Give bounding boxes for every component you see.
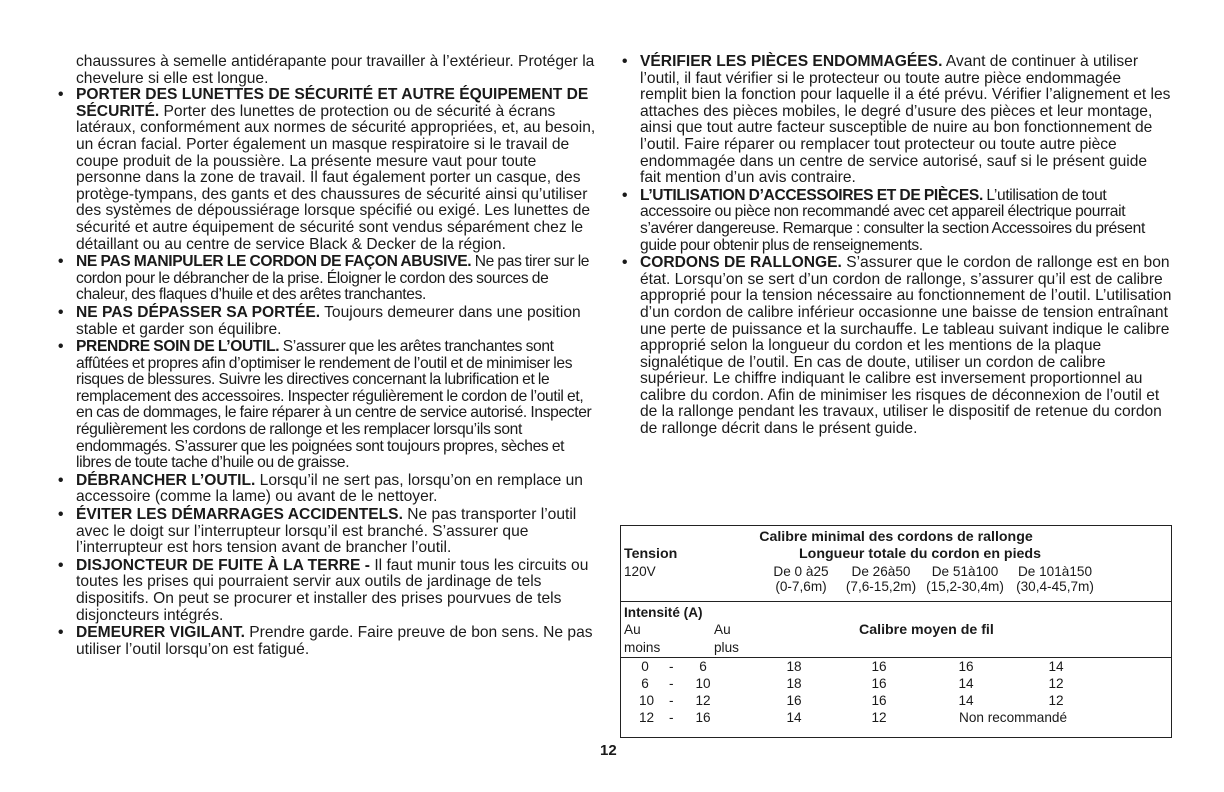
table-title: Calibre minimal des cordons de rallonge [759,529,1033,545]
safety-item-accessories [620,188,1172,254]
left-column [56,54,602,659]
bullet: • [58,86,64,104]
gauge-cell: 14 [958,676,974,691]
page-number: 12 [600,742,617,759]
item-body: Ne pas tirer sur le cordon pour le débrancher de la prise. Éloigner le cordon des sources de chaleur, des flaques d’huile et des arêtes tranchantes. [76,253,590,304]
safety-item-tool-care [56,339,602,472]
range-dash: - [669,659,674,674]
gauge-cell: 12 [871,710,887,725]
bullet: • [58,338,64,356]
gauge-cell: 14 [1048,659,1064,674]
intro-paragraph: chaussures à semelle antidérapante pour travailler à l’extérieur. Protéger la chevelure si elle est longue. [76,53,595,87]
amp-max: 10 [695,676,711,691]
item-body: Il faut munir tous les circuits ou toutes les prises qui pourraient servir aux outils de jardinage de tels dispositifs. On peut se procurer et installer des prises pourvues de tels disjoncteurs intégrés. [76,556,589,624]
extension-cord-table [620,525,1172,738]
item-heading: L’UTILISATION D’ACCESSOIRES ET DE PIÈCES. [640,186,983,204]
gauge-cell: 16 [871,659,887,674]
item-body: Prendre garde. Faire preuve de bon sens. Ne pas utiliser l’outil lorsqu’on est fatigué. [76,624,593,658]
item-body: Avant de continuer à utiliser l’outil, il faut vérifier si le protecteur ou toute autre pièce endommagée remplit bien la fonction pour laquelle il a été prévu. Vérifier l’alignement et les attaches des pièces mobiles, le degré d’usure des pièces et leur montage, ainsi que tout autre facteur susceptible de nuire au bon fonctionnement de l’outil. Faire réparer ou remplacer tout protecteur ou toute autre pièce endommagée dans un centre de service autorisé, sauf si le présent guide fait mention d’un avis contraire. [640,53,1171,187]
moins-label: moins [624,640,661,655]
range-feet: De 51à100 [931,564,999,579]
bullet: • [58,253,64,271]
item-heading: VÉRIFIER LES PIÈCES ENDOMMAGÉES. [640,53,943,70]
right-column [620,54,1172,439]
range-meters: (0-7,6m) [775,579,827,594]
amp-max: 6 [699,659,707,674]
length-range [839,564,923,594]
bullet: • [58,471,64,489]
tension-header: Tension [624,546,678,562]
safety-item-extension-cords [620,255,1172,438]
item-heading: PORTER DES LUNETTES DE SÉCURITÉ ET AUTRE ÉQUIPEMENT DE SÉCURITÉ. [76,86,589,120]
amperage-min-label: Au [624,622,641,637]
safety-item-gfci [56,558,602,624]
length-range [923,564,1007,594]
range-feet: De 101à150 [1017,564,1093,579]
bullet: • [58,303,64,321]
not-recommended-cell: Non recommandé [959,710,1068,725]
safety-item-reach [56,305,602,338]
table-divider [621,657,1171,658]
gauge-cell: 14 [958,693,974,708]
gauge-cell: 16 [786,693,802,708]
range-dash: - [669,676,674,691]
safety-item-vigilant [56,625,602,658]
range-meters: (30,4-45,7m) [1016,579,1094,594]
amp-min: 6 [641,676,649,691]
gauge-cell: 16 [871,676,887,691]
item-body: Lorsqu’il ne sert pas, lorsqu’on en remplace un accessoire (comme la lame) ou avant de le nettoyer. [76,471,583,506]
table-row [621,676,1171,693]
item-heading: DISJONCTEUR DE FUITE À LA TERRE - [76,556,370,574]
length-header: Longueur totale du cordon en pieds [799,546,1041,562]
gauge-cell: 12 [1048,676,1064,691]
item-heading: DEMEURER VIGILANT. [76,624,245,642]
item-heading: NE PAS MANIPULER LE CORDON DE FAÇON ABUSIVE. [76,253,472,271]
gauge-cell: 18 [786,676,802,691]
item-heading: PRENDRE SOIN DE L’OUTIL. [76,338,280,356]
gauge-cell: 16 [871,693,887,708]
table-divider [621,601,1171,602]
item-body: Porter des lunettes de protection ou de sécurité à écrans latéraux, conformément aux normes de sécurité appropriées, et, au besoin, un écran facial. Porter également un masque respiratoire si le travail de coupe produit de la poussière. La présente mesure vaut pour toute personne dans la zone de travail. Il faut également porter un casque, des protège-tympans, des gants et des chaussures de sécurité ainsi qu’utiliser des systèmes de dépoussiérage lorsque spécifié ou exigé. Les lunettes de sécurité et autre équipement de sécurité sont vendus séparément chez le détaillant ou au centre de service Black & Decker de la région. [76,102,596,253]
plus-label: plus [714,640,739,655]
amperage-max-label: Au [714,622,731,637]
range-meters: (15,2-30,4m) [926,579,1004,594]
item-heading: ÉVITER LES DÉMARRAGES ACCIDENTELS. [76,506,403,524]
item-heading: CORDONS DE RALLONGE. [640,254,842,272]
gauge-cell: 12 [1048,693,1064,708]
amp-min: 12 [639,710,655,725]
range-feet: De 26à50 [851,564,911,579]
item-body: Ne pas transporter l’outil avec le doigt sur l’interrupteur lorsqu’il est branché. S’assurer que l’interrupteur est hors tension avant de brancher l’outil. [76,506,577,557]
item-body: Toujours demeurer dans une position stable et garder son équilibre. [76,303,581,338]
table-row [621,710,1171,727]
item-heading: NE PAS DÉPASSER SA PORTÉE. [76,303,321,321]
safety-item-damaged-parts [620,54,1172,187]
length-range [1013,564,1097,594]
voltage-label: 120V [624,564,656,579]
range-dash: - [669,710,674,725]
bullet: • [622,254,628,272]
safety-item-glasses [56,87,602,253]
length-range [759,564,843,594]
safety-item-cord [56,254,602,304]
gauge-cell: 14 [786,710,802,725]
item-body: L’utilisation de tout accessoire ou pièce non recommandé avec cet appareil électrique pourrait s’avérer dangereuse. Remarque : consulter la section Accessoires du présent guide pour obtenir plus de renseignements. [640,186,1145,254]
amperage-header: Intensité (A) [624,605,703,620]
bullet: • [58,506,64,524]
table-row [621,693,1171,710]
bullet: • [58,624,64,642]
item-body: S’assurer que les arêtes tranchantes sont affûtées et propres afin d’optimiser le rendement de l’outil et de minimiser les risques de blessures. Suivre les directives concernant la lubrification et le remplacement des accessoires. Inspecter régulièrement le cordon de l’outil et, en cas de dommages, le faire réparer à un centre de service autorisé. Inspecter régulièrement les cordons de rallonge et les remplacer lorsqu’ils sont endommagés. S’assurer que les poignées sont toujours propres, sèches et libres de toute tache d’huile ou de graisse. [76,338,592,472]
bullet: • [622,186,628,204]
gauge-header: Calibre moyen de fil [859,622,994,638]
range-dash: - [669,693,674,708]
bullet: • [58,556,64,574]
gauge-cell: 18 [786,659,802,674]
gauge-cell: 16 [958,659,974,674]
amp-max: 16 [695,710,711,725]
table-row [621,659,1171,676]
safety-item-accidental-start [56,507,602,557]
amp-max: 12 [695,693,711,708]
amp-min: 0 [641,659,649,674]
item-body: S’assurer que le cordon de rallonge est en bon état. Lorsqu’on se sert d’un cordon de rallonge, s’assurer qu’il est de calibre approprié pour la tension nécessaire au fonctionnement de l’outil. L’utilisation d’un cordon de calibre inférieur occasionne une baisse de tension entraînant une perte de puissance et la surchauffe. Le tableau suivant indique le calibre approprié selon la longueur du cordon et les mentions de la plaque signalétique de l’outil. En cas de doute, utiliser un cordon de calibre supérieur. Le chiffre indiquant le calibre est inversement proportionnel au calibre du cordon. Afin de minimiser les risques de déconnexion de l’outil et de la rallonge pendant les travaux, utiliser le dispositif de retenue du cordon de rallonge décrit dans le présent guide. [640,254,1172,438]
safety-item-unplug [56,473,602,506]
item-heading: DÉBRANCHER L’OUTIL. [76,471,256,489]
bullet: • [622,53,628,70]
range-meters: (7,6-15,2m) [845,579,917,594]
amp-min: 10 [639,693,655,708]
range-feet: De 0 à25 [773,564,829,579]
